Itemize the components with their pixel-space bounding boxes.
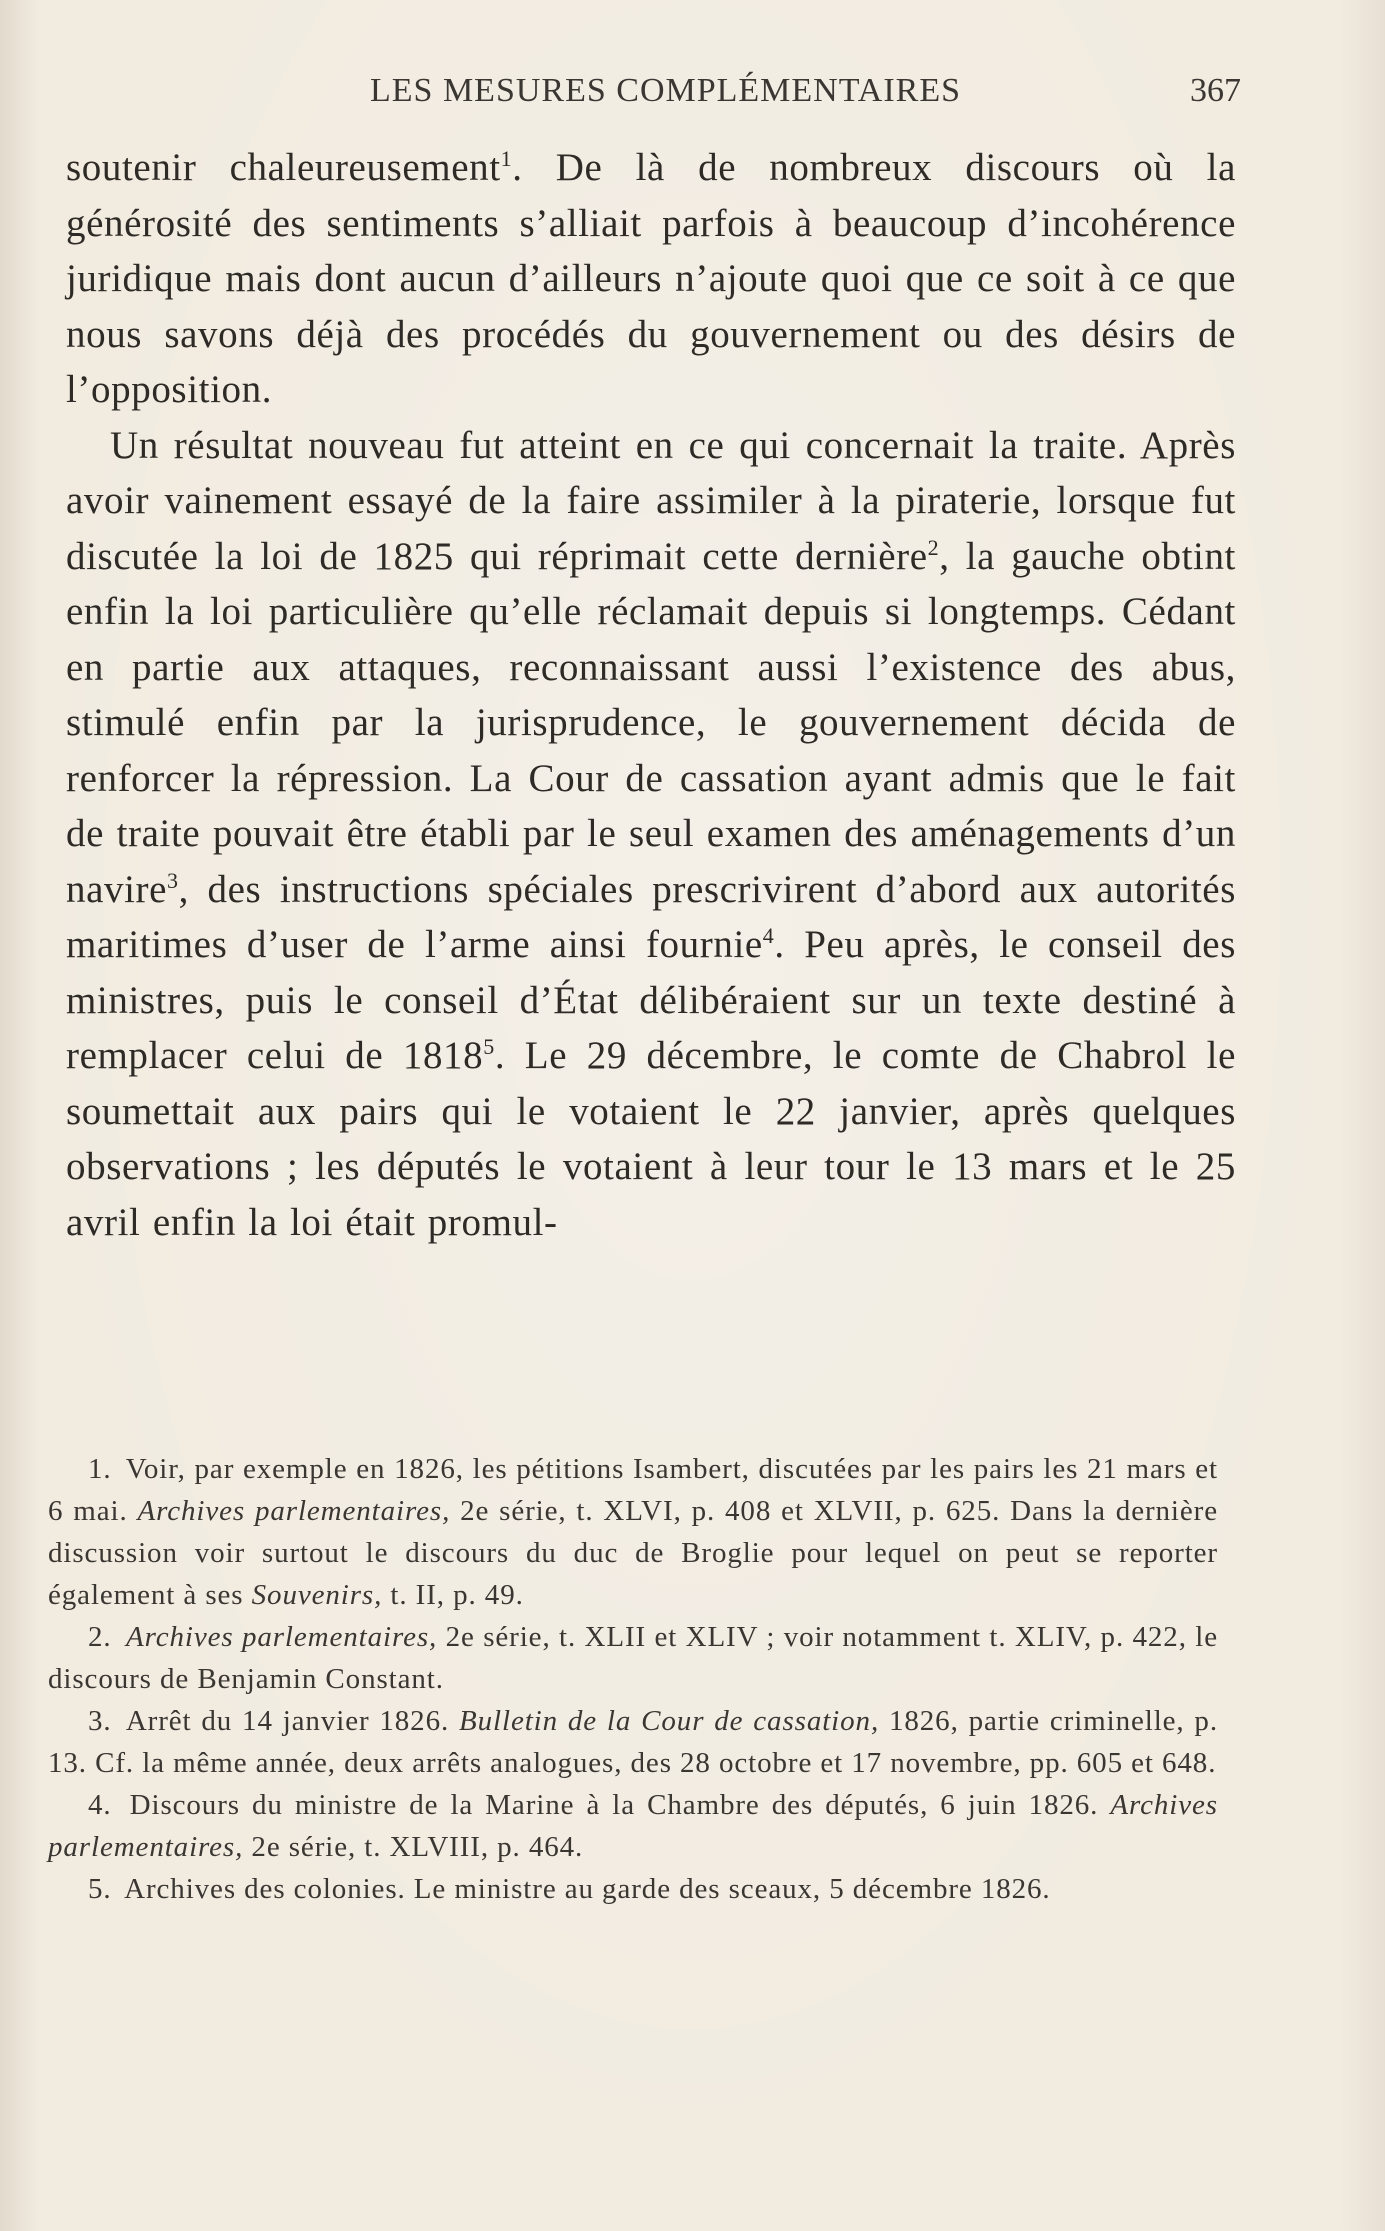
footnote-ref-4: 4 — [762, 923, 775, 948]
footnote-3-italic-1: Bulletin de la Cour de cassation, — [459, 1705, 880, 1737]
footnote-1-text-a: Voir, par exemple en 1826, les pétitions Isambert, discutées par les pairs les 21 mars et 6 mai. — [48, 1453, 1218, 1527]
footnote-3 — [48, 1700, 1218, 1784]
footnote-1-italic-2: Souvenirs, — [251, 1579, 383, 1611]
footnote-3-text-a: Arrêt du 14 janvier 1826. — [125, 1705, 450, 1737]
footnotes — [48, 1448, 1218, 1910]
footnote-ref-1: 1 — [500, 146, 513, 171]
paragraph-1-part-2: . De là de nombreux discours où la générosité des sentiments s’alliait parfois à beaucoup d’incohérence juridique mais dont aucun d’ailleurs n’ajoute quoi que ce soit à ce que nous savons déjà des procédés du gouvernement ou des désirs de l’opposition. — [66, 146, 1236, 411]
page-number: 367 — [1190, 72, 1241, 109]
footnote-ref-5: 5 — [483, 1034, 495, 1059]
footnote-1-text-b: 2e série, t. XLVI, p. 408 et XLVII, p. 625. Dans la dernière discussion voir surtout le discours du duc de Broglie pour lequel on peut se reporter également à ses — [48, 1495, 1218, 1611]
footnote-ref-2: 2 — [927, 534, 940, 560]
running-title: LES MESURES COMPLÉMENTAIRES — [370, 72, 962, 109]
paragraph-1 — [66, 140, 1236, 418]
footnote-2-number: 2. — [88, 1621, 112, 1653]
paragraph-2-part-3: , des instructions spéciales prescrivirent d’abord aux autorités maritimes d’user de l’arme ainsi fournie — [66, 867, 1236, 966]
footnote-4 — [48, 1784, 1218, 1868]
footnote-5-text-a: Archives des colonies. Le ministre au garde des sceaux, 5 décembre 1826. — [124, 1873, 1051, 1905]
footnote-3-text-b: 1826, partie criminelle, p. 13. Cf. la même année, deux arrêts analogues, des 28 octobre et 17 novembre, pp. 605 et 648. — [48, 1705, 1218, 1779]
main-text — [66, 140, 1236, 1250]
footnote-ref-3: 3 — [167, 867, 179, 893]
page-header — [0, 72, 1385, 120]
footnote-5-number: 5. — [88, 1873, 112, 1905]
footnote-3-number: 3. — [88, 1705, 112, 1737]
paragraph-2-part-2: , la gauche obtint enfin la loi particulière qu’elle réclamait depuis si longtemps. Cédant en partie aux attaques, reconnaissant aussi l’existence des abus, stimulé enfin par la jurisprudence, le gouvernement décida de renforcer la répression. La Cour de cassation ayant admis que le fait de traite pouvait être établi par le seul examen des aménagements d’un navire — [66, 534, 1236, 911]
footnote-4-text-a: Discours du ministre de la Marine à la Chambre des députés, 6 juin 1826. — [129, 1789, 1099, 1821]
paragraph-2 — [66, 418, 1236, 1251]
footnote-1-italic-1: Archives parlementaires, — [137, 1495, 451, 1527]
paragraph-1-part-1: soutenir chaleureusement — [66, 146, 501, 189]
footnote-5 — [48, 1868, 1218, 1910]
footnote-1-number: 1. — [88, 1453, 112, 1485]
footnote-2-italic-1: Archives parlementaires, — [125, 1621, 438, 1653]
footnote-2-text-a: 2e série, t. XLII et XLIV ; voir notamment t. XLIV, p. 422, le discours de Benjamin Constant. — [48, 1621, 1218, 1695]
footnote-4-number: 4. — [88, 1789, 112, 1821]
footnote-2 — [48, 1616, 1218, 1700]
paragraph-2-part-5: . Le 29 décembre, le comte de Chabrol le soumettait aux pairs qui le votaient le 22 janvier, après quelques observations ; les députés le votaient à leur tour le 13 mars et le 25 avril enfin la loi était promul- — [66, 1034, 1236, 1244]
footnote-1 — [48, 1448, 1218, 1616]
paragraph-2-part-4: . Peu après, le conseil des ministres, puis le conseil d’État délibéraient sur un texte destiné à remplacer celui de 1818 — [66, 923, 1236, 1077]
footnote-1-text-c: t. II, p. 49. — [390, 1579, 524, 1611]
footnote-4-italic-1: Archives parlementaires, — [48, 1789, 1218, 1863]
footnote-4-text-b: 2e série, t. XLVIII, p. 464. — [251, 1831, 584, 1863]
paragraph-2-part-1: Un résultat nouveau fut atteint en ce qui concernait la traite. Après avoir vainement essayé de la faire assimiler à la piraterie, lorsque fut discutée la loi de 1825 qui réprimait cette dernière — [66, 423, 1236, 578]
